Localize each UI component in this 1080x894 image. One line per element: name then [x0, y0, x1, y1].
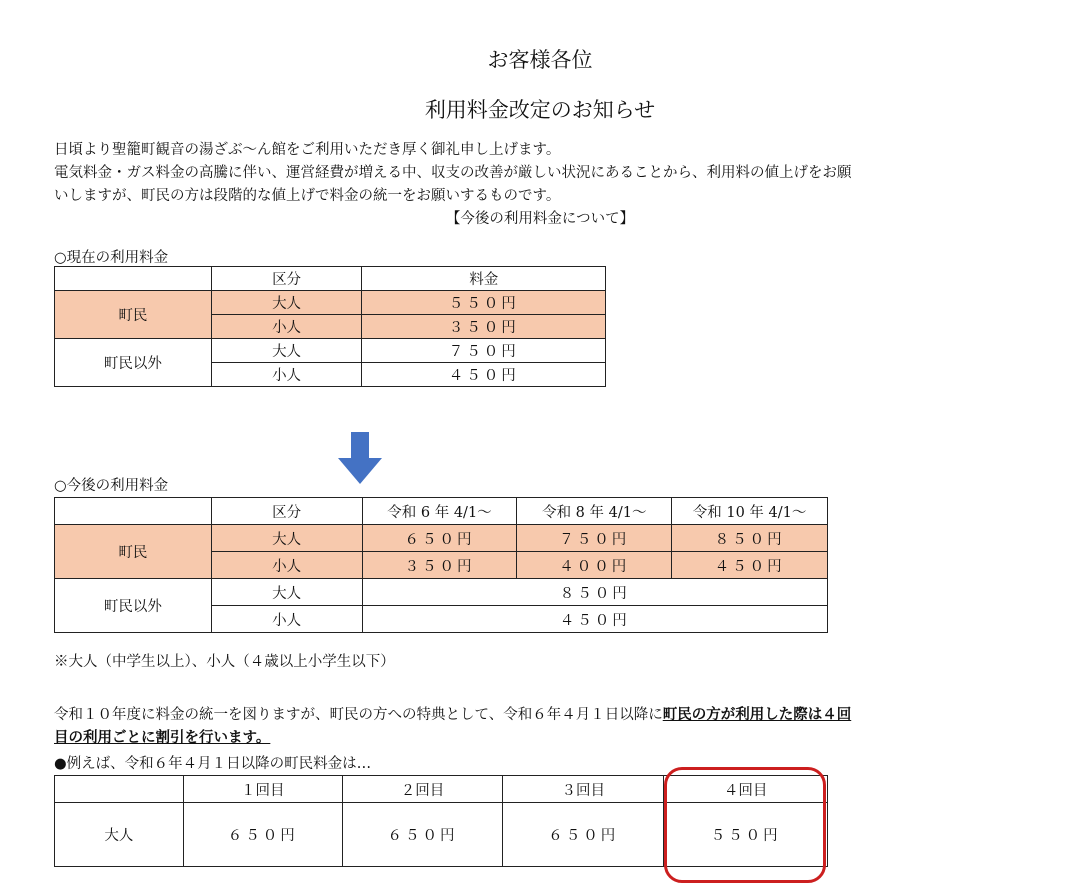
type-cell: 大人	[211, 525, 362, 552]
group-cell: 町民	[55, 291, 212, 339]
group-cell: 町民以外	[55, 339, 212, 387]
example-label: ●例えば、令和６年４月１日以降の町民料金は…	[54, 756, 372, 772]
table-row	[55, 579, 828, 606]
price-cell: ７５０円	[517, 525, 672, 552]
type-cell: 小人	[211, 363, 362, 387]
price-cell: ３５０円	[362, 552, 517, 579]
header-cell: １回目	[183, 776, 342, 803]
header-cell	[55, 498, 212, 525]
price-cell: ８５０円	[672, 525, 828, 552]
price-cell: ６５０円	[503, 803, 664, 867]
price-cell: ８５０円	[362, 579, 827, 606]
price-cell: ４５０円	[362, 363, 606, 387]
intro-line-3: いしますが、町民の方は段階的な値上げで料金の統一をお願いするものです。	[54, 188, 561, 204]
group-cell: 町民	[55, 525, 212, 579]
section-heading: 【今後の利用料金について】	[445, 211, 635, 227]
table-row	[55, 339, 606, 363]
group-cell: 町民以外	[55, 579, 212, 633]
header-cell: 料金	[362, 267, 606, 291]
header-cell: 令和 10 年 4/1～	[672, 498, 828, 525]
future-fees-table	[54, 497, 828, 633]
price-cell: ６５０円	[183, 803, 342, 867]
discount-emphasis: 目の利用ごとに割引を行います。	[54, 729, 271, 746]
header-cell: 区分	[211, 267, 362, 291]
age-note: ※大人（中学生以上）、小人（４歳以上小学生以下）	[54, 654, 395, 670]
intro-line-2: 電気料金・ガス料金の高騰に伴い、運営経費が増える中、収支の改善が厳しい状況にあることから、利用料の値上げをお願	[54, 165, 852, 181]
price-cell: ４５０円	[672, 552, 828, 579]
price-cell: ５５０円	[362, 291, 606, 315]
type-cell: 小人	[211, 552, 362, 579]
price-cell: ５５０円	[664, 803, 828, 867]
discount-emphasis: 町民の方が利用した際は４回	[662, 706, 852, 723]
header-cell: 区分	[211, 498, 362, 525]
discount-line-2	[54, 726, 270, 750]
intro-line-1: 日頃より聖籠町観音の湯ざぶ～ん館をご利用いただき厚く御礼申し上げます。	[54, 142, 561, 158]
table-row	[55, 525, 828, 552]
type-cell: 大人	[55, 803, 184, 867]
header-cell	[55, 776, 184, 803]
header-cell: ３回目	[503, 776, 664, 803]
salutation: お客様各位	[487, 48, 593, 72]
table-row	[55, 291, 606, 315]
header-cell: 令和 6 年 4/1～	[362, 498, 517, 525]
current-fees-label: ○現在の利用料金	[54, 250, 169, 266]
page-title: 利用料金改定のお知らせ	[424, 98, 656, 122]
price-cell: ４５０円	[362, 606, 827, 633]
type-cell: 小人	[211, 606, 362, 633]
header-cell: ４回目	[664, 776, 828, 803]
type-cell: 大人	[211, 291, 362, 315]
header-cell	[55, 267, 212, 291]
current-fees-table	[54, 266, 606, 387]
discount-line-1	[54, 703, 851, 727]
future-fees-label: ○今後の利用料金	[54, 478, 169, 494]
highlight-circle	[664, 767, 826, 883]
price-cell: ６５０円	[342, 803, 503, 867]
header-cell: ２回目	[342, 776, 503, 803]
type-cell: 小人	[211, 315, 362, 339]
type-cell: 大人	[211, 579, 362, 606]
down-arrow-icon	[338, 432, 382, 484]
price-cell: ６５０円	[362, 525, 517, 552]
table-header-row	[55, 498, 828, 525]
table-header-row	[55, 267, 606, 291]
type-cell: 大人	[211, 339, 362, 363]
discount-text: 令和１０年度に料金の統一を図りますが、町民の方への特典として、令和６年４月１日以降に	[54, 707, 663, 723]
price-cell: ４００円	[517, 552, 672, 579]
price-cell: ３５０円	[362, 315, 606, 339]
header-cell: 令和 8 年 4/1～	[517, 498, 672, 525]
price-cell: ７５０円	[362, 339, 606, 363]
